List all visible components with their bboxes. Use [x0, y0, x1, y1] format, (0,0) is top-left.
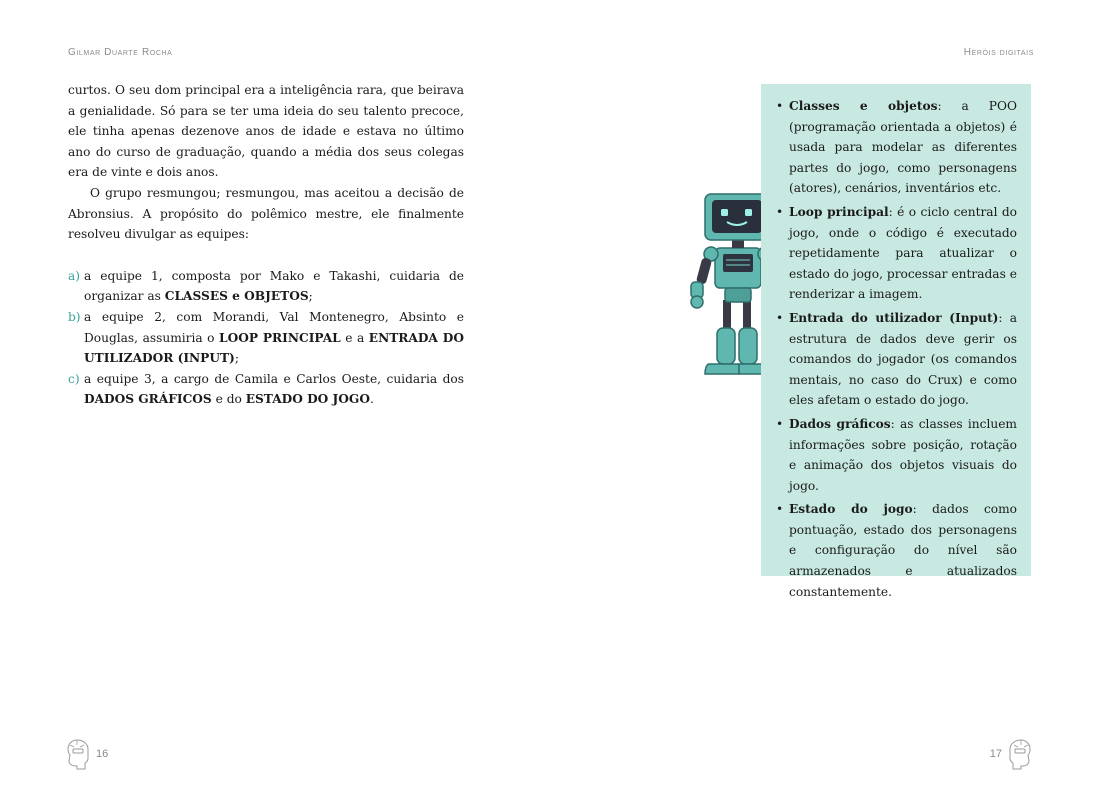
folio-right [990, 737, 1034, 771]
body-text [68, 80, 464, 410]
concept-description: : a POO (programação orientada a objetos) é usada para modelar as diferentes partes do jogo, como personagens (atores), cenários, inventários etc. [789, 99, 1017, 196]
bullet-icon: • [776, 99, 784, 113]
team-list-item [68, 307, 464, 369]
bullet-icon: • [776, 204, 784, 219]
list-item-text: e do [211, 392, 246, 407]
running-head-author: Gilmar Duarte Rocha [68, 47, 173, 58]
concept-term: Dados gráficos [789, 416, 891, 431]
list-item-emphasis: CLASSES e OBJETOS [164, 289, 309, 304]
list-marker: b) [68, 309, 81, 324]
concept-description: : a estrutura de dados deve gerir os comandos do jogador (os comandos mentais, no caso do Crux) e como eles afetam o estado do jogo. [789, 310, 1017, 408]
list-item-text: ; [234, 351, 239, 366]
paragraph-1: curtos. O seu dom principal era a inteligência rara, que beirava a genialidade. Só para se ter uma ideia do seu talento precoce, ele tinha apenas dezenove anos de idade e estava no último ano do curso de graduação, quando a média dos seus colegas era de vinte e dois anos. [68, 83, 464, 180]
list-item-text: a equipe 3, a cargo de Camila e Carlos Oeste, cuidaria dos [84, 371, 464, 386]
team-list-item [68, 266, 464, 307]
concepts-box [761, 84, 1031, 599]
concept-description: : é o ciclo central do jogo, onde o código é executado repetidamente para atualizar o estado do jogo, processar entradas e renderizar a imagem. [789, 204, 1017, 302]
folio-left [64, 737, 108, 771]
concept-term: Loop principal [789, 204, 889, 219]
list-item-text: . [369, 392, 374, 407]
concept-item [776, 308, 1017, 411]
right-page [550, 0, 1100, 790]
list-item-emphasis: DADOS GRÁFICOS [84, 392, 212, 407]
concept-term: Entrada do utilizador (Input) [789, 310, 999, 325]
list-item-text: a equipe 1, composta por Mako e Takashi, cuidaria de organizar as [84, 268, 464, 304]
concept-item [776, 499, 1017, 602]
list-marker: a) [68, 268, 81, 283]
list-item-text: e a [340, 330, 369, 345]
paragraph-2: O grupo resmungou; resmungou, mas aceitou a decisão de Abronsius. A propósito do polêmico mestre, ele finalmente resolveu divulgar as equipes: [68, 185, 464, 242]
concept-term: Estado do jogo [789, 502, 913, 517]
list-marker: c) [68, 371, 80, 386]
list-item-emphasis: LOOP PRINCIPAL [219, 330, 341, 345]
list-item-text: ; [308, 289, 313, 304]
page-number-right: 17 [989, 748, 1002, 760]
running-head-title: Heróis digitais [963, 47, 1034, 58]
team-list [68, 266, 464, 410]
head-icon [1008, 737, 1034, 771]
list-item-text: a equipe 2, com Morandi, Val Montenegro, Absinto e Douglas, assumiria o [84, 309, 464, 345]
concept-description: : as classes incluem informações sobre posição, rotação e animação dos objetos visuais do jogo. [789, 416, 1017, 493]
concept-item [776, 414, 1017, 496]
list-item-emphasis: ENTRADA DO UTILIZADOR (INPUT) [84, 330, 464, 366]
concept-item [776, 96, 1017, 199]
bullet-icon: • [776, 310, 784, 325]
page-number-left: 16 [96, 748, 109, 760]
bullet-icon: • [776, 416, 784, 431]
concept-term: Classes e objetos [789, 99, 938, 113]
concepts-list [776, 96, 1017, 602]
head-icon [64, 737, 90, 771]
concept-item [776, 202, 1017, 305]
list-item-emphasis: ESTADO DO JOGO [245, 392, 370, 407]
concept-description: : dados como pontuação, estado dos personagens e configuração do nível são armazenados e atualizados constantemente. [789, 502, 1017, 599]
bullet-icon: • [776, 502, 784, 517]
team-list-item [68, 369, 464, 410]
